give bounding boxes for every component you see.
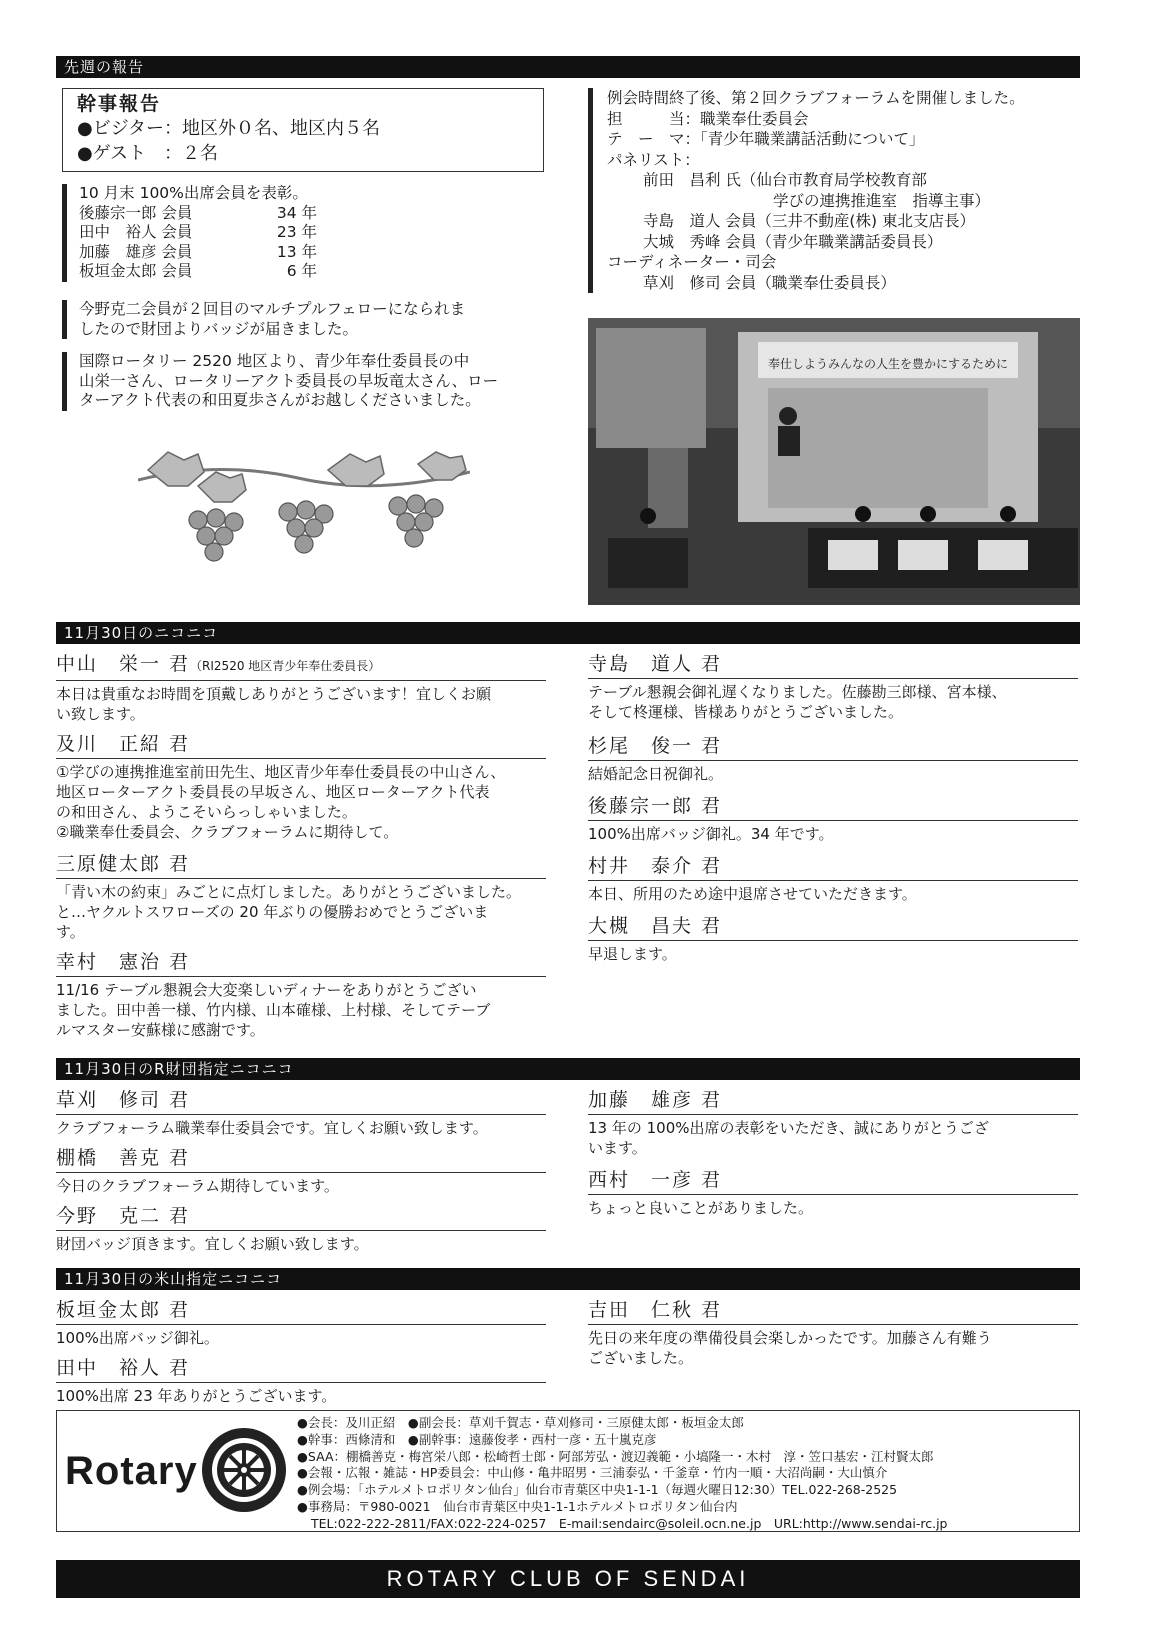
guest-count: ●ゲスト ：２名	[77, 143, 218, 164]
club-info-box	[56, 1410, 1080, 1532]
nikoniko-entry: 草刈 修司 君 クラブフォーラム職業奉仕委員会です。宜しくお願い致します。	[56, 1088, 546, 1138]
nikoniko-entry: 杉尾 俊一 君 結婚記念日祝御礼。	[588, 734, 1078, 784]
club-forum-report: 例会時間終了後、第２回クラブフォーラムを開催しました。 担 当：職業奉仕委員会 テ ー マ：「青少年職業講話活動について」 パネリスト： 前田 昌利 氏（仙台市教育局学校教育部 学びの連携推進室 指導主事） 寺島 道人 会員（三井不動産(株) 東北支店長） 大城 秀峰 会員（青少年職業講話委員長） コーディネーター・司会 草刈 修司 会員（職業奉仕委員長）	[588, 88, 1088, 293]
club-name-footer: ROTARY CLUB OF SENDAI	[56, 1560, 1080, 1598]
rotary-wheel-icon	[199, 1425, 289, 1515]
nikoniko-entry: 三原健太郎 君 「青い木の約束」みごとに点灯しました。ありがとうございました。 と…ヤクルトスワローズの 20 年ぶりの優勝おめでとうございま す。	[56, 852, 546, 942]
nikoniko-entry: 及川 正紹 君 ①学びの連携推進室前田先生、地区青少年奉仕委員長の中山さん、 地区ローターアクト委員長の早坂さん、地区ローターアクト代表 の和田さん、ようこそいらっしゃいました。 ②職業奉仕委員会、クラブフォーラムに期待して。	[56, 732, 546, 842]
grape-vine-illustration	[138, 450, 470, 580]
secretary-report-title: 幹事報告	[77, 93, 162, 115]
attendance-award	[62, 184, 317, 282]
nikoniko-entry: 板垣金太郎 君 100%出席バッジ御礼。	[56, 1298, 546, 1348]
attendance-row: 後藤宗一郎 会員 34 年	[79, 203, 317, 222]
nikoniko-entry: 後藤宗一郎 君 100%出席バッジ御礼。34 年です。	[588, 794, 1078, 844]
multiple-fellow-note: 今野克二会員が２回目のマルチプルフェローになられま したので財団よりバッジが届きました。	[62, 300, 465, 339]
section-header-r-foundation: 11月30日のR財団指定ニコニコ	[56, 1058, 1080, 1080]
nikoniko-entry: 中山 栄一 君（RI2520 地区青少年奉仕委員長） 本日は貴重なお時間を頂戴しありがとうございます！宜しくお願 い致します。	[56, 652, 546, 724]
attendance-row: 田中 裕人 会員 23 年	[79, 223, 317, 241]
nikoniko-entry: 大槻 昌夫 君 早退します。	[588, 914, 1078, 964]
forum-photo	[588, 318, 1080, 605]
nikoniko-entry: 村井 泰介 君 本日、所用のため途中退席させていただきます。	[588, 854, 1078, 904]
attendance-heading: 10 月末 100%出席会員を表彰。	[79, 184, 308, 202]
rotary-logo-text: Rotary	[65, 1449, 198, 1493]
section-header-yoneyama: 11月30日の米山指定ニコニコ	[56, 1268, 1080, 1290]
nikoniko-entry: 田中 裕人 君 100%出席 23 年ありがとうございます。	[56, 1356, 546, 1406]
district-visitors-note: 国際ロータリー 2520 地区より、青少年奉仕委員長の中 山栄一さん、ロータリーアクト委員長の早坂竜太さん、ロー ターアクト代表の和田夏歩さんがお越しくださいました。	[62, 352, 498, 411]
club-officers-info: ●会長：及川正紹 ●副会長：草刈千賀志・草刈修司・三原健太郎・板垣金太郎 ●幹事：西條清和 ●副幹事：遠藤俊孝・西村一彦・五十嵐克彦 ●SAA：棚橋善克・梅宮栄八郎・松崎哲士郎・阿部芳弘・渡辺義範・小塙隆一・木村 淳・笠口基宏・江村賢太郎 ●会報・広報・雑誌・HP委員会：中山修・亀井昭男・三浦泰弘・千釜章・竹内一順・大沼尚嗣・大山慎介 ●例会場：「ホテルメトロポリタン仙台」仙台市青葉区中央1-1-1（毎週火曜日12:30）TEL.022-268-2525 ●事務局：〒980-0021 仙台市青葉区中央1-1-1ホテルメトロポリタン仙台内 TEL:022-222-2811/FAX:022-224-0257 E-mail:sendairc@soleil.ocn.ne.jp URL:http://www.sendai-rc.jp	[297, 1415, 948, 1531]
nikoniko-entry: 今野 克二 君 財団バッジ頂きます。宜しくお願い致します。	[56, 1204, 546, 1254]
section-header-last-week: 先週の報告	[56, 56, 1080, 78]
attendance-row: 加藤 雄彦 会員 13 年	[79, 242, 317, 261]
section-header-nikoniko: 11月30日のニコニコ	[56, 622, 1080, 644]
nikoniko-entry: 幸村 憲治 君 11/16 テーブル懇親会大変楽しいディナーをありがとうござい ました。田中善一様、竹内様、山本確様、上村様、そしてテーブ ルマスター安蘇様に感謝です。	[56, 950, 546, 1040]
attendance-row: 板垣金太郎 会員 6 年	[79, 262, 317, 280]
nikoniko-entry: 棚橋 善克 君 今日のクラブフォーラム期待しています。	[56, 1146, 546, 1196]
photo-banner-text: 奉仕しようみんなの人生を豊かにするために	[767, 357, 1009, 371]
nikoniko-entry: 加藤 雄彦 君 13 年の 100%出席の表彰をいただき、誠にありがとうござ います。	[588, 1088, 1078, 1158]
nikoniko-entry: 西村 一彦 君 ちょっと良いことがありました。	[588, 1168, 1078, 1218]
nikoniko-entry: 吉田 仁秋 君 先日の来年度の準備役員会楽しかったです。加藤さん有難う ございました。	[588, 1298, 1078, 1368]
nikoniko-entry: 寺島 道人 君 テーブル懇親会御礼遅くなりました。佐藤勘三郎様、宮本様、 そして柊運様、皆様ありがとうございました。	[588, 652, 1078, 722]
visitor-count: ●ビジター：地区外０名、地区内５名	[77, 118, 380, 139]
secretary-report-box	[62, 88, 544, 172]
